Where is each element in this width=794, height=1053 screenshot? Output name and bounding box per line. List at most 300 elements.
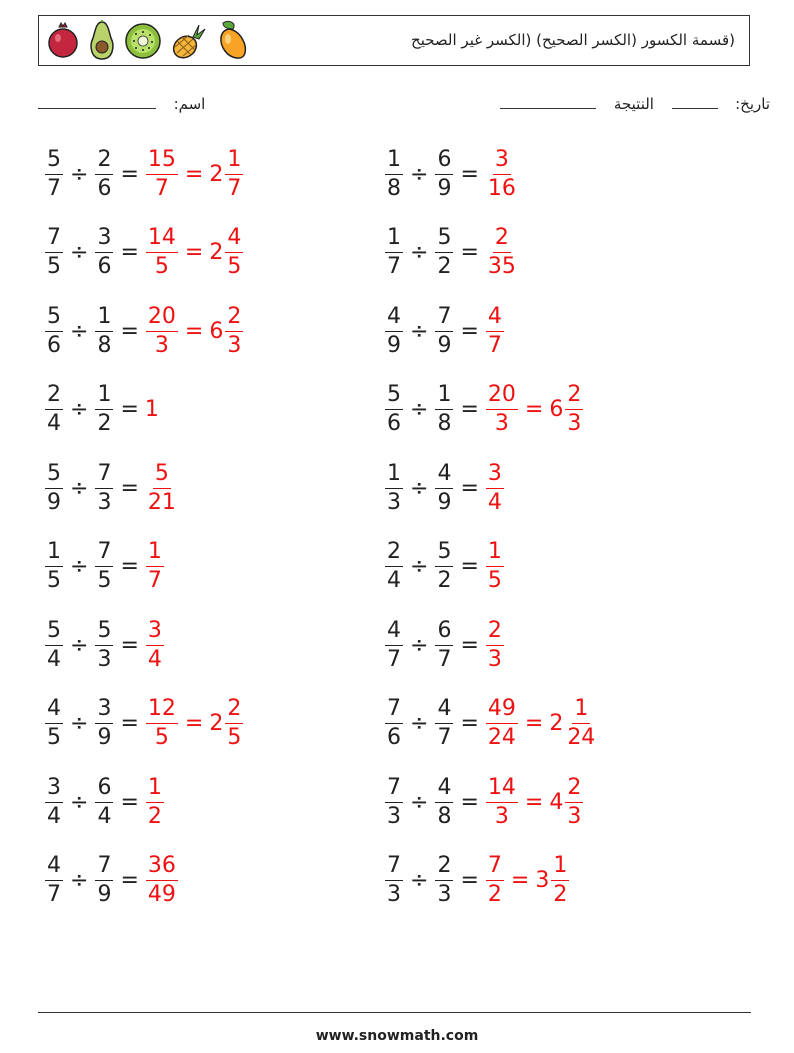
dividend-fraction (45, 541, 63, 592)
divisor-fraction (95, 698, 113, 749)
mixed-fraction (565, 774, 583, 829)
denominator: 3 (387, 803, 401, 829)
numerator: 3 (95, 698, 113, 724)
denominator: 5 (47, 254, 61, 279)
answer (485, 617, 505, 672)
numerator: 20 (486, 384, 518, 410)
answer (485, 384, 584, 435)
numerator: 3 (146, 620, 164, 646)
denominator: 8 (97, 332, 112, 358)
denominator: 7 (154, 175, 169, 201)
denominator: 9 (437, 489, 452, 515)
answer-fraction (486, 460, 504, 515)
equals-sign: = (510, 868, 530, 893)
numerator: 1 (45, 541, 63, 567)
numerator: 4 (435, 777, 453, 803)
denominator: 2 (487, 882, 502, 907)
divisor-fraction (435, 460, 453, 515)
denominator: 7 (227, 175, 242, 201)
numerator: 1 (435, 384, 453, 410)
divide-sign: ÷ (410, 475, 429, 501)
dividend-fraction (385, 146, 403, 201)
answer (485, 146, 519, 201)
divide-sign: ÷ (410, 240, 429, 265)
equals-sign: = (120, 475, 139, 501)
mixed-fraction (225, 698, 243, 749)
fruit-icons (45, 19, 251, 63)
equals-sign: = (460, 475, 479, 501)
denominator: 3 (494, 803, 509, 829)
denominator: 6 (47, 332, 61, 358)
numerator: 36 (146, 855, 178, 881)
divide-sign: ÷ (70, 240, 89, 265)
equals-sign: = (460, 161, 479, 187)
divide-sign: ÷ (70, 632, 89, 658)
equals-sign: = (184, 318, 204, 344)
denominator: 2 (553, 882, 568, 907)
numerator: 20 (146, 306, 178, 332)
numerator: 1 (486, 541, 504, 567)
answer (145, 855, 179, 906)
denominator: 8 (387, 175, 401, 201)
numerator: 7 (385, 777, 403, 803)
numerator: 5 (45, 306, 63, 332)
denominator: 3 (494, 411, 509, 436)
equals-sign: = (184, 240, 204, 265)
answer-fraction (146, 855, 178, 906)
numerator: 7 (95, 463, 113, 489)
dividend-fraction (45, 774, 63, 829)
answer-fraction (146, 227, 178, 278)
answer (485, 460, 505, 515)
denominator: 3 (97, 646, 112, 672)
kiwi-icon (123, 21, 163, 61)
denominator: 2 (437, 254, 452, 279)
divisor-fraction (95, 384, 113, 435)
divide-sign: ÷ (70, 318, 89, 344)
numerator: 5 (153, 463, 171, 489)
numerator: 4 (435, 463, 453, 489)
divisor-fraction (95, 774, 113, 829)
divide-sign: ÷ (70, 868, 89, 893)
answer (485, 541, 505, 592)
numerator: 5 (95, 620, 113, 646)
divisor-fraction (95, 855, 113, 906)
equals-sign: = (120, 397, 139, 422)
equals-sign: = (120, 240, 139, 265)
answer-fraction (486, 303, 504, 358)
equals-sign: = (524, 397, 544, 422)
numerator: 5 (45, 463, 63, 489)
footer-url: www.snowmath.com (315, 1028, 479, 1044)
problem-item (384, 454, 724, 522)
problem-item (384, 690, 724, 758)
denominator: 3 (154, 332, 169, 358)
divisor-fraction (95, 617, 113, 672)
problem-item (384, 768, 724, 836)
divide-sign: ÷ (410, 789, 429, 815)
dividend-fraction (385, 698, 403, 749)
answer (145, 460, 179, 515)
dividend-fraction (45, 460, 63, 515)
numerator: 2 (225, 306, 243, 332)
divisor-fraction (95, 460, 113, 515)
dividend-fraction (45, 384, 63, 435)
equals-sign: = (460, 397, 479, 422)
numerator: 4 (486, 306, 504, 332)
answer-fraction (486, 698, 518, 749)
numerator: 1 (385, 149, 403, 175)
equals-sign: = (120, 554, 139, 579)
denominator: 3 (567, 411, 582, 436)
header-box (38, 15, 750, 66)
answer-fraction (486, 855, 504, 906)
numerator: 3 (95, 227, 113, 253)
denominator: 9 (47, 489, 61, 515)
dividend-fraction (385, 460, 403, 515)
denominator: 7 (487, 332, 502, 358)
denominator: 4 (387, 568, 401, 593)
problem-item (44, 768, 384, 836)
equals-sign: = (524, 789, 544, 815)
divisor-fraction (435, 541, 453, 592)
denominator: 5 (47, 725, 61, 750)
denominator: 5 (47, 568, 61, 593)
score-blank[interactable] (500, 94, 596, 109)
answer-fraction (486, 384, 518, 435)
equals-sign: = (524, 711, 544, 736)
answer-fraction (146, 146, 178, 201)
denominator: 21 (147, 489, 176, 515)
divide-sign: ÷ (410, 711, 429, 736)
equals-sign: = (460, 711, 479, 736)
problem-item (44, 140, 384, 208)
problem-item (384, 611, 724, 679)
numerator: 49 (486, 698, 518, 724)
denominator: 3 (227, 332, 242, 358)
denominator: 5 (227, 254, 242, 279)
divisor-fraction (435, 698, 453, 749)
equals-sign: = (120, 868, 139, 893)
denominator: 24 (487, 725, 516, 750)
numerator: 2 (385, 541, 403, 567)
numerator: 2 (45, 384, 63, 410)
numerator: 4 (385, 620, 403, 646)
denominator: 4 (487, 489, 502, 515)
numerator: 1 (146, 541, 164, 567)
equals-sign: = (184, 711, 204, 736)
equals-sign: = (460, 789, 479, 815)
problem-item (384, 140, 724, 208)
numerator: 1 (95, 384, 113, 410)
divisor-fraction (95, 303, 113, 358)
numerator: 5 (45, 620, 63, 646)
denominator: 5 (154, 254, 169, 279)
denominator: 3 (567, 803, 582, 829)
numerator: 1 (146, 777, 164, 803)
numerator: 12 (146, 698, 178, 724)
divisor-fraction (95, 227, 113, 278)
answer-fraction (486, 774, 518, 829)
mixed-whole: 3 (535, 868, 550, 893)
numerator: 7 (45, 227, 63, 253)
numerator: 7 (95, 855, 113, 881)
divide-sign: ÷ (70, 711, 89, 736)
denominator: 7 (47, 882, 61, 907)
denominator: 2 (97, 411, 112, 436)
mixed-fraction (225, 227, 243, 278)
score-label: النتيجة (613, 95, 654, 113)
denominator: 2 (437, 568, 452, 593)
denominator: 7 (47, 175, 61, 201)
numerator: 14 (146, 227, 178, 253)
denominator: 7 (437, 725, 452, 750)
mixed-whole: 6 (549, 397, 564, 422)
pomegranate-icon (45, 21, 81, 61)
dividend-fraction (385, 541, 403, 592)
numerator: 7 (385, 698, 403, 724)
denominator: 5 (154, 725, 169, 750)
denominator: 49 (147, 882, 176, 907)
divide-sign: ÷ (70, 475, 89, 501)
mixed-fraction (225, 303, 243, 358)
mixed-whole: 4 (549, 789, 564, 815)
equals-sign: = (184, 161, 204, 187)
denominator: 2 (147, 803, 162, 829)
numerator: 6 (95, 777, 113, 803)
divide-sign: ÷ (410, 868, 429, 893)
mixed-fraction (225, 146, 243, 201)
pineapple-icon (169, 21, 209, 61)
answer (145, 617, 165, 672)
numerator: 1 (225, 149, 243, 175)
numerator: 3 (486, 463, 504, 489)
answer (485, 774, 584, 829)
numerator: 2 (435, 855, 453, 881)
numerator: 4 (225, 227, 243, 253)
answer-fraction (486, 617, 504, 672)
numerator: 7 (435, 306, 453, 332)
numerator: 2 (95, 149, 113, 175)
problem-item (44, 533, 384, 601)
denominator: 5 (487, 568, 502, 593)
denominator: 3 (387, 489, 401, 515)
answer (145, 303, 244, 358)
divide-sign: ÷ (70, 554, 89, 579)
problem-item (384, 297, 724, 365)
problem-item (384, 533, 724, 601)
numerator: 1 (572, 698, 590, 724)
denominator: 7 (387, 254, 401, 279)
dividend-fraction (45, 617, 63, 672)
divide-sign: ÷ (70, 789, 89, 815)
answer-fraction (146, 303, 178, 358)
divisor-fraction (435, 227, 453, 278)
mixed-whole: 6 (209, 318, 224, 344)
answer-fraction (486, 146, 518, 201)
denominator: 8 (437, 803, 452, 829)
denominator: 35 (487, 254, 516, 279)
footer-divider (38, 1012, 751, 1013)
date-blank[interactable] (672, 94, 718, 109)
numerator: 6 (435, 149, 453, 175)
numerator: 4 (435, 698, 453, 724)
dividend-fraction (385, 774, 403, 829)
equals-sign: = (460, 632, 479, 658)
answer (145, 397, 160, 422)
problem-item (44, 454, 384, 522)
divide-sign: ÷ (70, 161, 89, 187)
numerator: 2 (486, 620, 504, 646)
numerator: 14 (486, 777, 518, 803)
mixed-fraction (565, 698, 597, 749)
dividend-fraction (45, 303, 63, 358)
divisor-fraction (95, 541, 113, 592)
dividend-fraction (45, 146, 63, 201)
equals-sign: = (120, 161, 139, 187)
numerator: 5 (385, 384, 403, 410)
answer (145, 146, 244, 201)
answer-fraction (486, 227, 518, 278)
denominator: 6 (97, 175, 112, 201)
dividend-fraction (385, 303, 403, 358)
numerator: 2 (493, 227, 511, 253)
denominator: 3 (387, 882, 401, 907)
numerator: 1 (551, 855, 569, 881)
divisor-fraction (435, 146, 453, 201)
numerator: 15 (146, 149, 178, 175)
problem-item (44, 690, 384, 758)
denominator: 3 (437, 882, 452, 907)
divisor-fraction (435, 617, 453, 672)
denominator: 5 (227, 725, 242, 750)
denominator: 5 (97, 568, 112, 593)
numerator: 1 (95, 306, 113, 332)
equals-sign: = (460, 318, 479, 344)
problem-item (44, 611, 384, 679)
numerator: 4 (45, 855, 63, 881)
denominator: 4 (97, 803, 112, 829)
numerator: 6 (435, 620, 453, 646)
mixed-fraction (551, 855, 569, 906)
name-field (38, 94, 205, 113)
dividend-fraction (45, 855, 63, 906)
denominator: 4 (47, 803, 61, 829)
denominator: 6 (387, 411, 401, 436)
dividend-fraction (385, 384, 403, 435)
mixed-whole: 2 (209, 711, 224, 736)
numerator: 7 (95, 541, 113, 567)
answer (145, 541, 165, 592)
numerator: 5 (435, 541, 453, 567)
divisor-fraction (95, 146, 113, 201)
problem-item (44, 376, 384, 444)
divide-sign: ÷ (410, 554, 429, 579)
numerator: 2 (565, 777, 583, 803)
numerator: 5 (45, 149, 63, 175)
mixed-fraction (565, 384, 583, 435)
denominator: 4 (47, 411, 61, 436)
date-label: تاريخ: (735, 95, 770, 113)
answer-fraction (146, 698, 178, 749)
numerator: 3 (45, 777, 63, 803)
problem-item (44, 219, 384, 287)
avocado-icon (87, 20, 117, 62)
denominator: 7 (147, 568, 162, 593)
denominator: 7 (387, 646, 401, 672)
equals-sign: = (120, 318, 139, 344)
denominator: 8 (437, 411, 452, 436)
answer-fraction (146, 460, 178, 515)
denominator: 24 (567, 725, 596, 750)
problem-item (44, 847, 384, 915)
answer (145, 774, 165, 829)
mixed-whole: 2 (209, 161, 224, 187)
denominator: 9 (387, 332, 401, 358)
answer-fraction (146, 541, 164, 592)
numerator: 2 (225, 698, 243, 724)
equals-sign: = (120, 632, 139, 658)
denominator: 6 (97, 254, 112, 279)
answer-whole: 1 (144, 397, 159, 422)
answer (145, 698, 244, 749)
equals-sign: = (120, 711, 139, 736)
denominator: 7 (437, 646, 452, 672)
answer-fraction (146, 617, 164, 672)
mango-icon (215, 19, 251, 63)
answer (485, 303, 505, 358)
denominator: 3 (487, 646, 502, 672)
name-blank[interactable] (38, 94, 156, 109)
numerator: 4 (45, 698, 63, 724)
answer-fraction (486, 541, 504, 592)
answer (485, 855, 570, 906)
problem-item (384, 847, 724, 915)
divisor-fraction (435, 303, 453, 358)
divisor-fraction (435, 384, 453, 435)
numerator: 7 (486, 855, 504, 881)
denominator: 16 (487, 175, 516, 201)
denominator: 9 (437, 332, 452, 358)
date-score-field (500, 94, 770, 113)
answer (485, 698, 598, 749)
page-title: (قسمة الكسور (الكسر الصحيح) (الكسر غير الصحيح (411, 31, 735, 49)
answer (145, 227, 244, 278)
numerator: 1 (385, 227, 403, 253)
divide-sign: ÷ (410, 397, 429, 422)
answer (485, 227, 519, 278)
divide-sign: ÷ (410, 318, 429, 344)
equals-sign: = (460, 240, 479, 265)
numerator: 1 (385, 463, 403, 489)
equals-sign: = (460, 554, 479, 579)
denominator: 4 (47, 646, 61, 672)
dividend-fraction (45, 227, 63, 278)
numerator: 3 (493, 149, 511, 175)
denominator: 9 (437, 175, 452, 201)
equals-sign: = (460, 868, 479, 893)
numerator: 4 (385, 306, 403, 332)
equals-sign: = (120, 789, 139, 815)
denominator: 4 (147, 646, 162, 672)
problem-list (44, 140, 744, 925)
divide-sign: ÷ (410, 632, 429, 658)
divide-sign: ÷ (70, 397, 89, 422)
mixed-whole: 2 (209, 240, 224, 265)
denominator: 6 (387, 725, 401, 750)
numerator: 5 (435, 227, 453, 253)
dividend-fraction (385, 855, 403, 906)
